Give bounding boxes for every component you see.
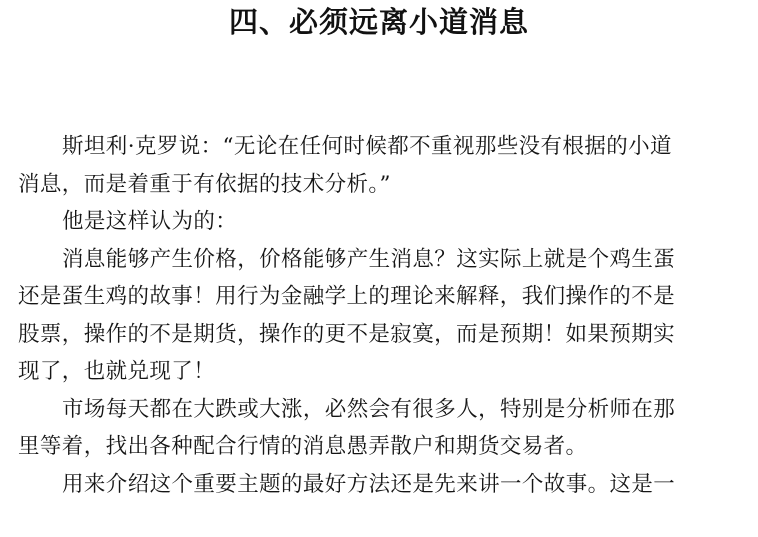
body-text bbox=[0, 128, 758, 503]
text-line: 股票，操作的不是期货，操作的更不是寂寞，而是预期！如果预期实 bbox=[18, 321, 676, 347]
text-line: 消息，而是着重于有依据的技术分析。” bbox=[18, 171, 391, 197]
text-line: 现了，也就兑现了！ bbox=[18, 359, 216, 384]
paragraph-story bbox=[0, 466, 758, 504]
text-line: 还是蛋生鸡的故事！用行为金融学上的理论来解释，我们操作的不是 bbox=[18, 284, 676, 309]
text-line: 他是这样认为的： bbox=[62, 209, 238, 234]
text-line: 市场每天都在大跌或大涨，必然会有很多人，特别是分析师在那 bbox=[62, 396, 676, 422]
text-line: 里等着，找出各种配合行情的消息愚弄散户和期货交易者。 bbox=[18, 434, 588, 459]
paragraph-expectation bbox=[0, 241, 758, 391]
paragraph-quote bbox=[0, 128, 758, 203]
text-line: 斯坦利·克罗说：“无论在任何时候都不重视那些没有根据的小道 bbox=[62, 134, 672, 159]
section-title: 四、必须远离小道消息 bbox=[228, 5, 529, 39]
text-line: 用来介绍这个重要主题的最好方法还是先来讲一个故事。这是一 bbox=[62, 471, 676, 497]
text-line: 消息能够产生价格，价格能够产生消息？这实际上就是个鸡生蛋 bbox=[62, 246, 676, 272]
paragraph-market bbox=[0, 391, 758, 466]
paragraph-intro bbox=[0, 203, 758, 241]
